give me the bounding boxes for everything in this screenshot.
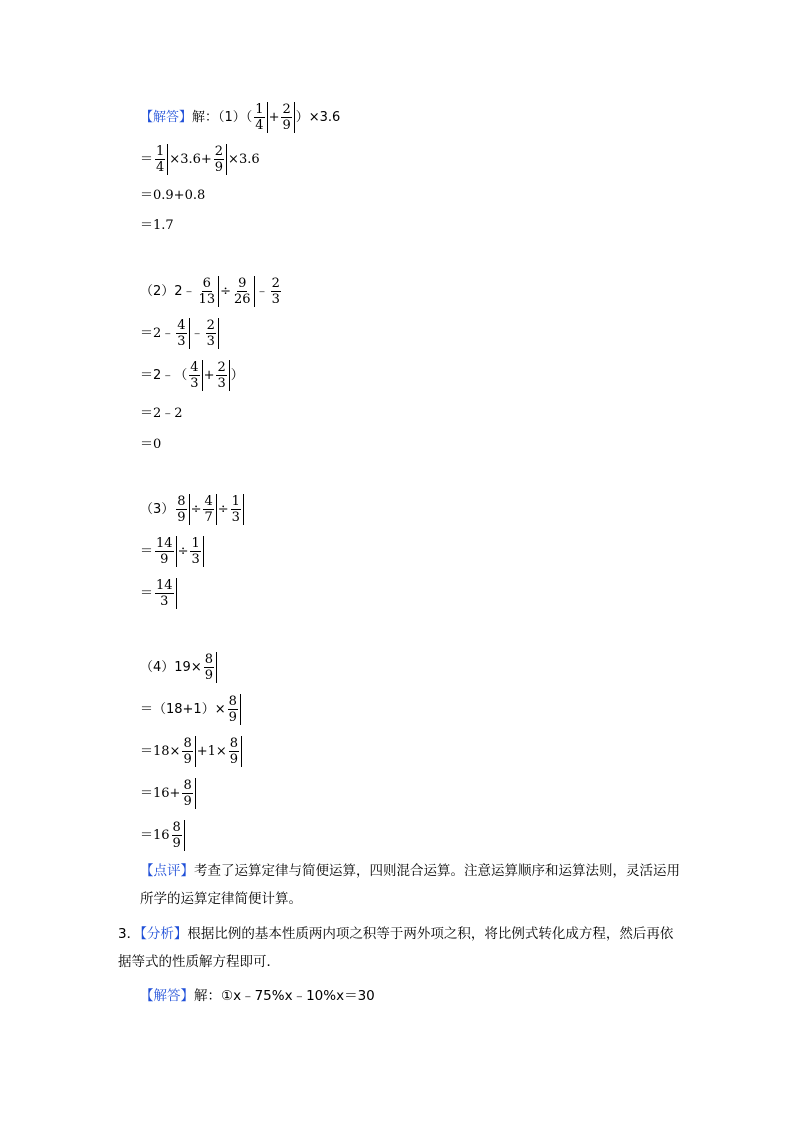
fraction: $\frac{9}{26}$ (232, 276, 255, 307)
fraction: 14 3 (154, 578, 177, 609)
part2-line1: （2）2﹣ $\frac{6}{13}$ ÷ $\frac{9}{26}$ ﹣ 2 3 (140, 276, 284, 307)
part4-line3: ＝18× $\frac{8}{9}$ +1× $\frac{8}{9}$ (140, 736, 243, 767)
fraction: $\frac{6}{13}$ (197, 276, 220, 307)
part2-line5: ＝0 (140, 437, 162, 452)
fraction: $\frac{2}{3}$ (215, 360, 229, 391)
part1-line3: ＝0.9+0.8 (140, 188, 206, 203)
fraction: $\frac{8}{9}$ (175, 494, 189, 525)
fraction: $\frac{1}{3}$ (189, 536, 203, 567)
fraction: $\frac{8}{9}$ (228, 736, 242, 767)
comment-text: 考查了运算定律与简便运算，四则混合运算。注意运算顺序和运算法则，灵活运用所学的运算定律简便计算。 (140, 863, 680, 907)
part2-line2: ＝2﹣ 4 3 ﹣ 2 3 (140, 318, 220, 349)
question-number: 3． (118, 926, 141, 942)
fraction: 1 4 (253, 102, 267, 133)
part3-line3: ＝ 14 3 (140, 578, 178, 609)
fraction: $\frac{1}{3}$ (230, 494, 244, 525)
part4-line4: ＝16+ $\frac{8}{9}$ (140, 778, 197, 809)
part4-line1: （4）19× $\frac{8}{9}$ (140, 652, 218, 683)
comment-label: 【点评】 (140, 863, 194, 879)
part1-line2: ＝ $\frac{1}{4}$ ×3.6+ $\frac{2}{9}$ ×3.6 (140, 144, 260, 175)
answer-label: 【解答】 (140, 988, 194, 1004)
part1-line4: ＝1.7 (140, 218, 174, 233)
fraction: 2 3 (205, 318, 219, 349)
part1-line1: 【解答】 解：（1）（ 1 4 + $\frac{2}{9}$ ）×3.6 (140, 102, 341, 133)
part2-line4: ＝2﹣2 (140, 406, 183, 421)
fraction: 2 3 (271, 276, 280, 307)
answer-label: 【解答】 (140, 109, 193, 125)
fraction: $\frac{1}{4}$ (154, 144, 168, 175)
fraction: 4 3 (175, 318, 189, 349)
part4-line2: ＝（18+1）× $\frac{8}{9}$ (140, 694, 242, 725)
q3-analysis-paragraph (118, 920, 680, 976)
comment-paragraph (140, 857, 680, 913)
answer-text: 解：①x﹣75%x﹣10%x＝30 (194, 988, 375, 1004)
fraction: $\frac{2}{9}$ (280, 102, 294, 133)
part3-line1: （3） $\frac{8}{9}$ ÷ $\frac{4}{7}$ ÷ $\frac{1}{3}$ (140, 494, 245, 525)
fraction: 8 9 (171, 820, 185, 851)
fraction: $\frac{8}{9}$ (227, 694, 241, 725)
part4-line5: ＝16 8 9 (140, 820, 186, 851)
part3-line2: ＝ $\frac{14}{9}$ ÷ $\frac{1}{3}$ (140, 536, 205, 567)
q3-answer-line (140, 982, 680, 1010)
fraction: $\frac{8}{9}$ (181, 778, 195, 809)
part2-line3: ＝2﹣（ 4 3 + $\frac{2}{3}$ ） (140, 360, 244, 391)
fraction: $\frac{8}{9}$ (203, 652, 217, 683)
fraction: $\frac{8}{9}$ (181, 736, 195, 767)
fraction: 4 3 (188, 360, 202, 391)
fraction: $\frac{4}{7}$ (202, 494, 216, 525)
fraction: $\frac{14}{9}$ (154, 536, 177, 567)
analysis-label: 【分析】 (140, 926, 188, 942)
fraction: $\frac{2}{9}$ (213, 144, 227, 175)
analysis-text: 根据比例的基本性质两内项之积等于两外项之积，将比例式转化成方程，然后再依据等式的性质解方程即可． (118, 926, 674, 970)
